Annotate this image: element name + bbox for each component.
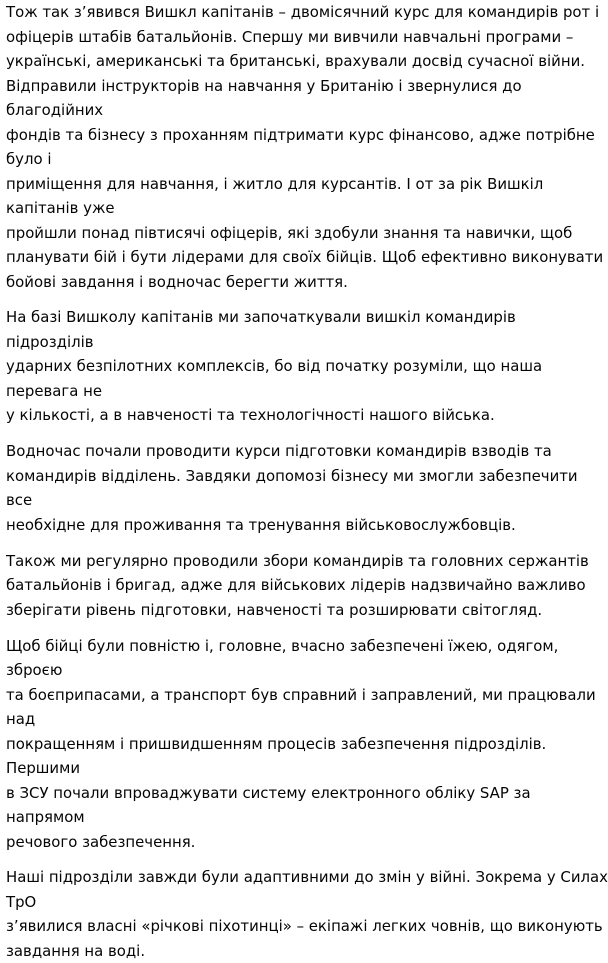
paragraph-captains-course: Тож так з’явився Вишкл капітанів – двомісячний курс для командирів рот і офіцерів штабів батальйонів. Спершу ми вивчили навчальні програми – українські, американські та британські, врахували досвід сучасної війни. Відправили інструкторів на навчання у Британію і звернулися до благодійних фондів та бізнесу з проханням підтримати курс фінансово, адже потрібне було і приміщення для навчання, і житло для курсантів. І от за рік Вишкіл капітанів уже пройшли понад півтисячі офіцерів, які здобули знання та навички, щоб планувати бій і бути лідерами для своїх бійців. Щоб ефективно виконувати бойові завдання і водночас берегти життя. <box>6 3 604 291</box>
paragraph-platoon-courses: Водночас почали проводити курси підготовки командирів взводів та командирів відділень. Завдяки допомозі бізнесу ми змогли забезпечити все необхідне для проживання та тренування військовослужбовців. <box>6 442 578 534</box>
paragraph-river-infantry: Наші підрозділи завжди були адаптивними до змін у війні. Зокрема у Силах ТрО з’явилися власні «річкові піхотинці» – екіпажі легких човнів, що виконують завдання на воді. <box>6 868 608 960</box>
paragraph-supply-improvements: Щоб бійці були повністю і, головне, вчасно забезпечені їжею, одягом, зброєю та боєприпасами, а транспорт був справний і заправлений, ми працювали над покращенням і пришвидшенням процесів забезпечення підрозділів. Першими в ЗСУ почали впроваджувати систему електронного обліку SAP за напрямом речового забезпечення. <box>6 636 596 851</box>
paragraph-drone-unit-training: На базі Вишколу капітанів ми започаткували вишкіл командирів підрозділів ударних безпілотних комплексів, бо від початку розуміли, що наша перевага не у кількості, а в навченості та технологічності нашого війська. <box>6 308 543 425</box>
paragraph-commander-gatherings: Також ми регулярно проводили збори командирів та головних сержантів батальйонів і бригад, адже для військових лідерів надзвичайно важливо зберігати рівень підготовки, навченості та розширювати світогляд. <box>6 551 589 619</box>
